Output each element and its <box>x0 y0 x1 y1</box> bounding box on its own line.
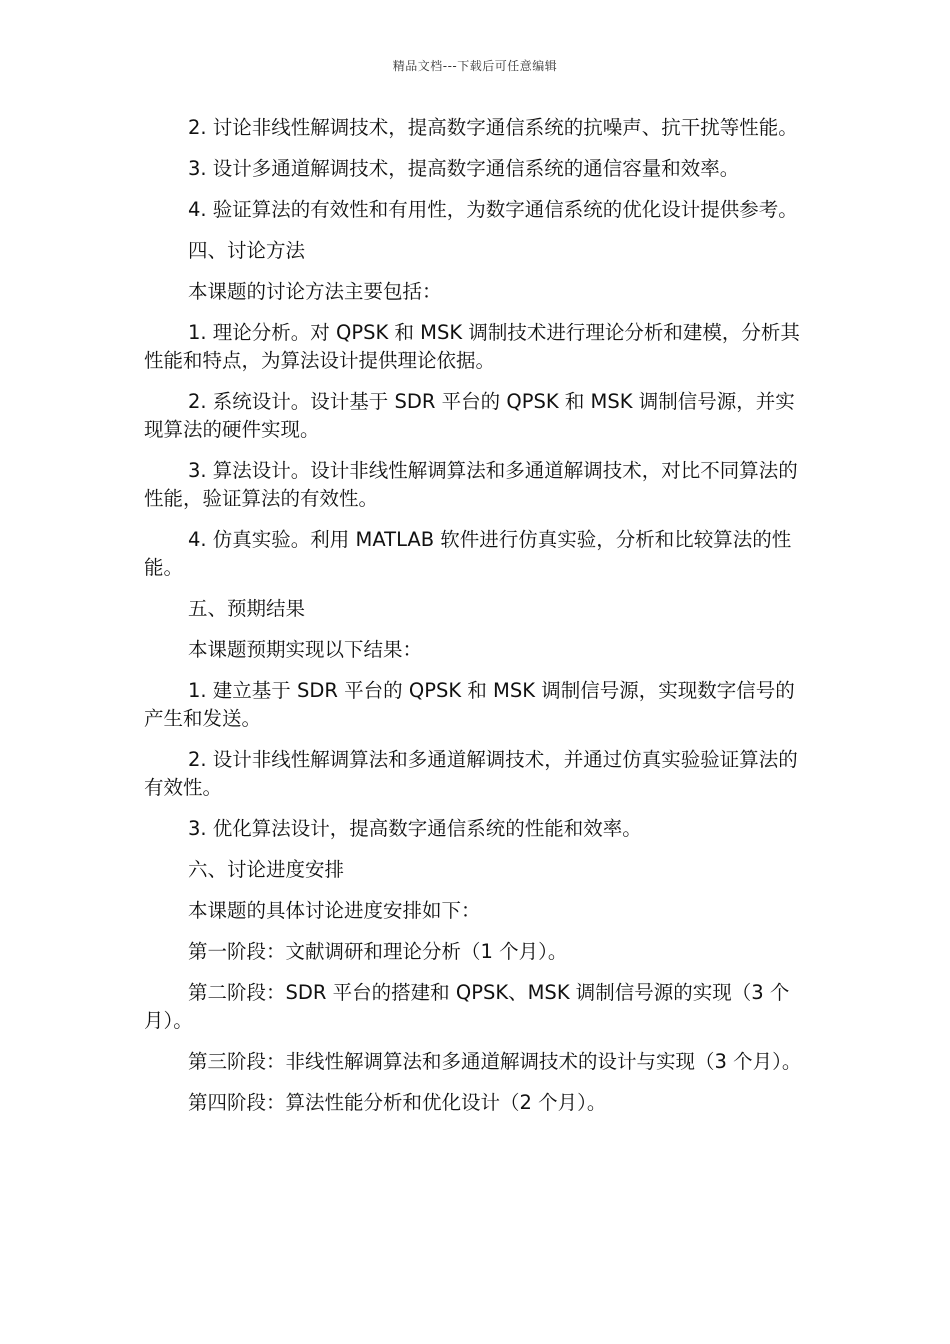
paragraph-result-1: 1. 建立基于 SDR 平台的 QPSK 和 MSK 调制信号源，实现数字信号的产生和发送。 <box>144 679 795 730</box>
paragraph-goal-3: 3. 设计多通道解调技术，提高数字通信系统的通信容量和效率。 <box>188 157 740 180</box>
paragraph-goal-2: 2. 讨论非线性解调技术，提高数字通信系统的抗噪声、抗干扰等性能。 <box>188 116 798 139</box>
paragraph-method-3: 3. 算法设计。设计非线性解调算法和多通道解调技术，对比不同算法的性能，验证算法的有效性。 <box>144 459 798 510</box>
paragraph-stage-1: 第一阶段：文献调研和理论分析（1 个月）。 <box>188 940 568 963</box>
document-body <box>144 114 808 1130</box>
paragraph-stage-3: 第三阶段：非线性解调算法和多通道解调技术的设计与实现（3 个月）。 <box>188 1050 802 1073</box>
paragraph-results-intro: 本课题预期实现以下结果： <box>188 638 423 661</box>
paragraph-schedule-intro: 本课题的具体讨论进度安排如下： <box>188 899 481 922</box>
paragraph-stage-4: 第四阶段：算法性能分析和优化设计（2 个月）。 <box>188 1091 607 1114</box>
paragraph-method-4: 4. 仿真实验。利用 MATLAB 软件进行仿真实验，分析和比较算法的性能。 <box>144 528 792 579</box>
paragraph-stage-2: 第二阶段：SDR 平台的搭建和 QPSK、MSK 调制信号源的实现（3 个月）。 <box>144 981 790 1032</box>
paragraph-method-2: 2. 系统设计。设计基于 SDR 平台的 QPSK 和 MSK 调制信号源，并实现算法的硬件实现。 <box>144 390 795 441</box>
section-heading-methods: 四、讨论方法 <box>188 239 306 262</box>
paragraph-goal-4: 4. 验证算法的有效性和有用性，为数字通信系统的优化设计提供参考。 <box>188 198 798 221</box>
page-header: 精品文档---下载后可任意编辑 <box>392 59 558 73</box>
section-heading-results: 五、预期结果 <box>188 597 306 620</box>
section-heading-schedule: 六、讨论进度安排 <box>188 858 345 881</box>
paragraph-result-2: 2. 设计非线性解调算法和多通道解调技术，并通过仿真实验验证算法的有效性。 <box>144 748 798 799</box>
paragraph-methods-intro: 本课题的讨论方法主要包括： <box>188 280 442 303</box>
paragraph-method-1: 1. 理论分析。对 QPSK 和 MSK 调制技术进行理论分析和建模，分析其性能和特点，为算法设计提供理论依据。 <box>144 321 800 372</box>
paragraph-result-3: 3. 优化算法设计，提高数字通信系统的性能和效率。 <box>188 817 642 840</box>
